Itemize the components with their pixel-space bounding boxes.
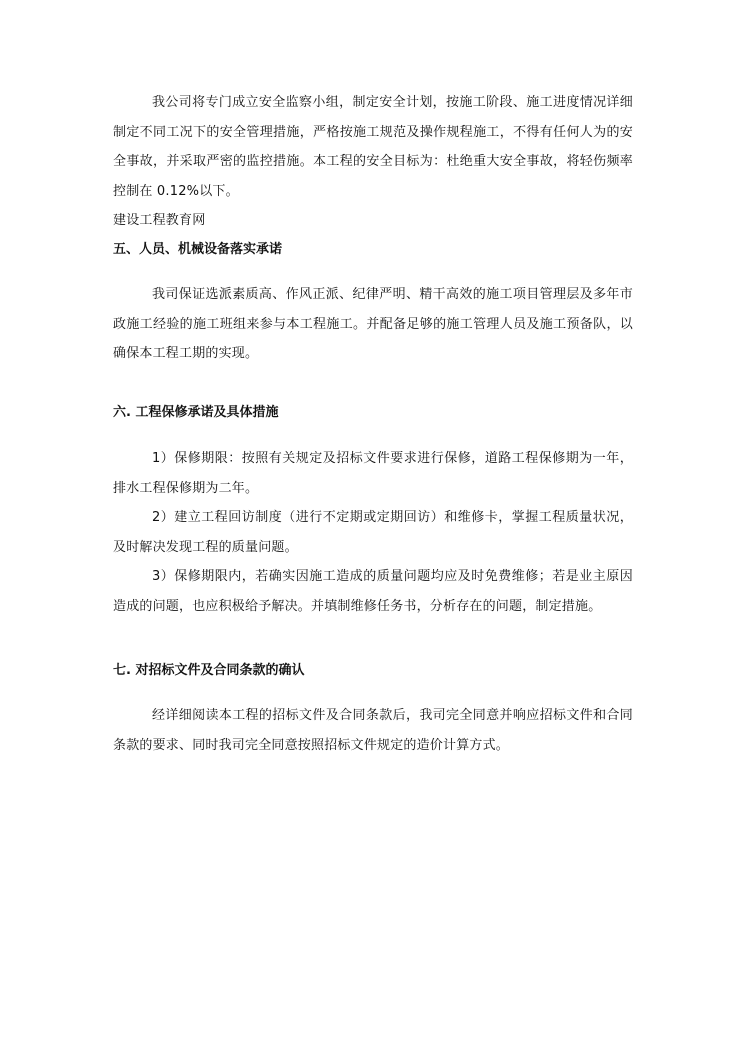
section-5-heading: 五、人员、机械设备落实承诺 xyxy=(113,242,283,257)
intro-trailing-line: 建设工程教育网 xyxy=(113,213,206,228)
section-6-item-2: 2）建立工程回访制度（进行不定期或定期回访）和维修卡，掌握工程质量状况，及时解决发现工程的质量问题。 xyxy=(113,510,633,555)
intro-section xyxy=(113,88,633,236)
section-7-heading: 七. 对招标文件及合同条款的确认 xyxy=(113,663,305,678)
section-7-paragraph: 经详细阅读本工程的招标文件及合同条款后，我司完全同意并响应招标文件和合同条款的要求、同时我司完全同意按照招标文件规定的造价计算方式。 xyxy=(113,708,633,753)
section-6-item-3: 3）保修期限内，若确实因施工造成的质量问题均应及时免费维修；若是业主原因造成的问题，也应积极给予解决。并填制维修任务书，分析存在的问题，制定措施。 xyxy=(113,569,633,614)
section-5-body xyxy=(113,280,633,369)
section-5-paragraph: 我司保证选派素质高、作风正派、纪律严明、精干高效的施工项目管理层及多年市政施工经验的施工班组来参与本工程施工。并配备足够的施工管理人员及施工预备队，以确保本工程工期的实现。 xyxy=(113,287,633,361)
intro-paragraph: 我公司将专门成立安全监察小组，制定安全计划，按施工阶段、施工进度情况详细制定不同工况下的安全管理措施，严格按施工规范及操作规程施工，不得有任何人为的安全事故，并采取严密的监控措施。本工程的安全目标为：杜绝重大安全事故，将轻伤频率控制在 0.12%以下。 xyxy=(113,95,633,199)
section-6-body xyxy=(113,444,633,621)
section-6-heading: 六. 工程保修承诺及具体措施 xyxy=(113,405,279,420)
section-7-body xyxy=(113,701,633,760)
section-6-item-1: 1）保修期限：按照有关规定及招标文件要求进行保修，道路工程保修期为一年，排水工程保修期为二年。 xyxy=(113,451,633,496)
